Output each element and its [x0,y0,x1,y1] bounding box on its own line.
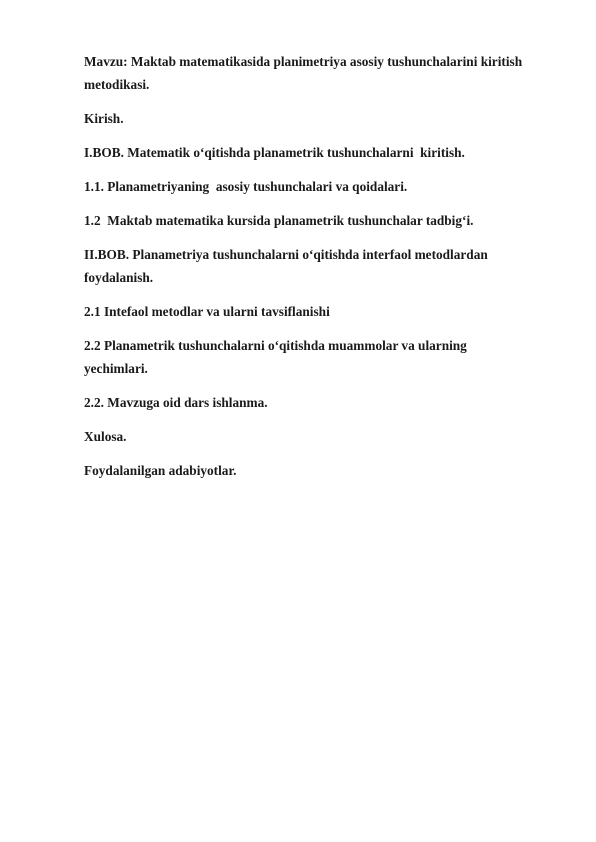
toc-item-section-1-2: 1.2 Maktab matematika kursida planametrik tushunchalar tadbig‘i. [84,213,474,228]
toc-item-introduction: Kirish. [84,111,124,126]
toc-item-section-2-2: 2.2 Planametrik tushunchalarni o‘qitishda muammolar va ularning yechimlari. [84,338,471,376]
toc-item-references: Foydalanilgan adabiyotlar. [84,463,237,478]
toc-item-section-1-1: 1.1. Planametriyaning asosiy tushunchalari va qoidalari. [84,179,408,194]
topic-title: Mavzu: Maktab matematikasida planimetriya asosiy tushunchalarini kiritish metodikasi. [84,54,526,92]
toc-item-conclusion: Xulosa. [84,429,127,444]
toc-item-section-2-1: 2.1 Intefaol metodlar va ularni tavsiflanishi [84,304,330,319]
toc-item-chapter-2: II.BOB. Planametriya tushunchalarni o‘qitishda interfaol metodlardan foydalanish. [84,247,492,285]
toc-item-section-2-2-lesson: 2.2. Mavzuga oid dars ishlanma. [84,395,268,410]
toc-item-chapter-1: I.BOB. Matematik o‘qitishda planametrik tushunchalarni kiritish. [84,145,465,160]
table-of-contents [84,50,554,493]
